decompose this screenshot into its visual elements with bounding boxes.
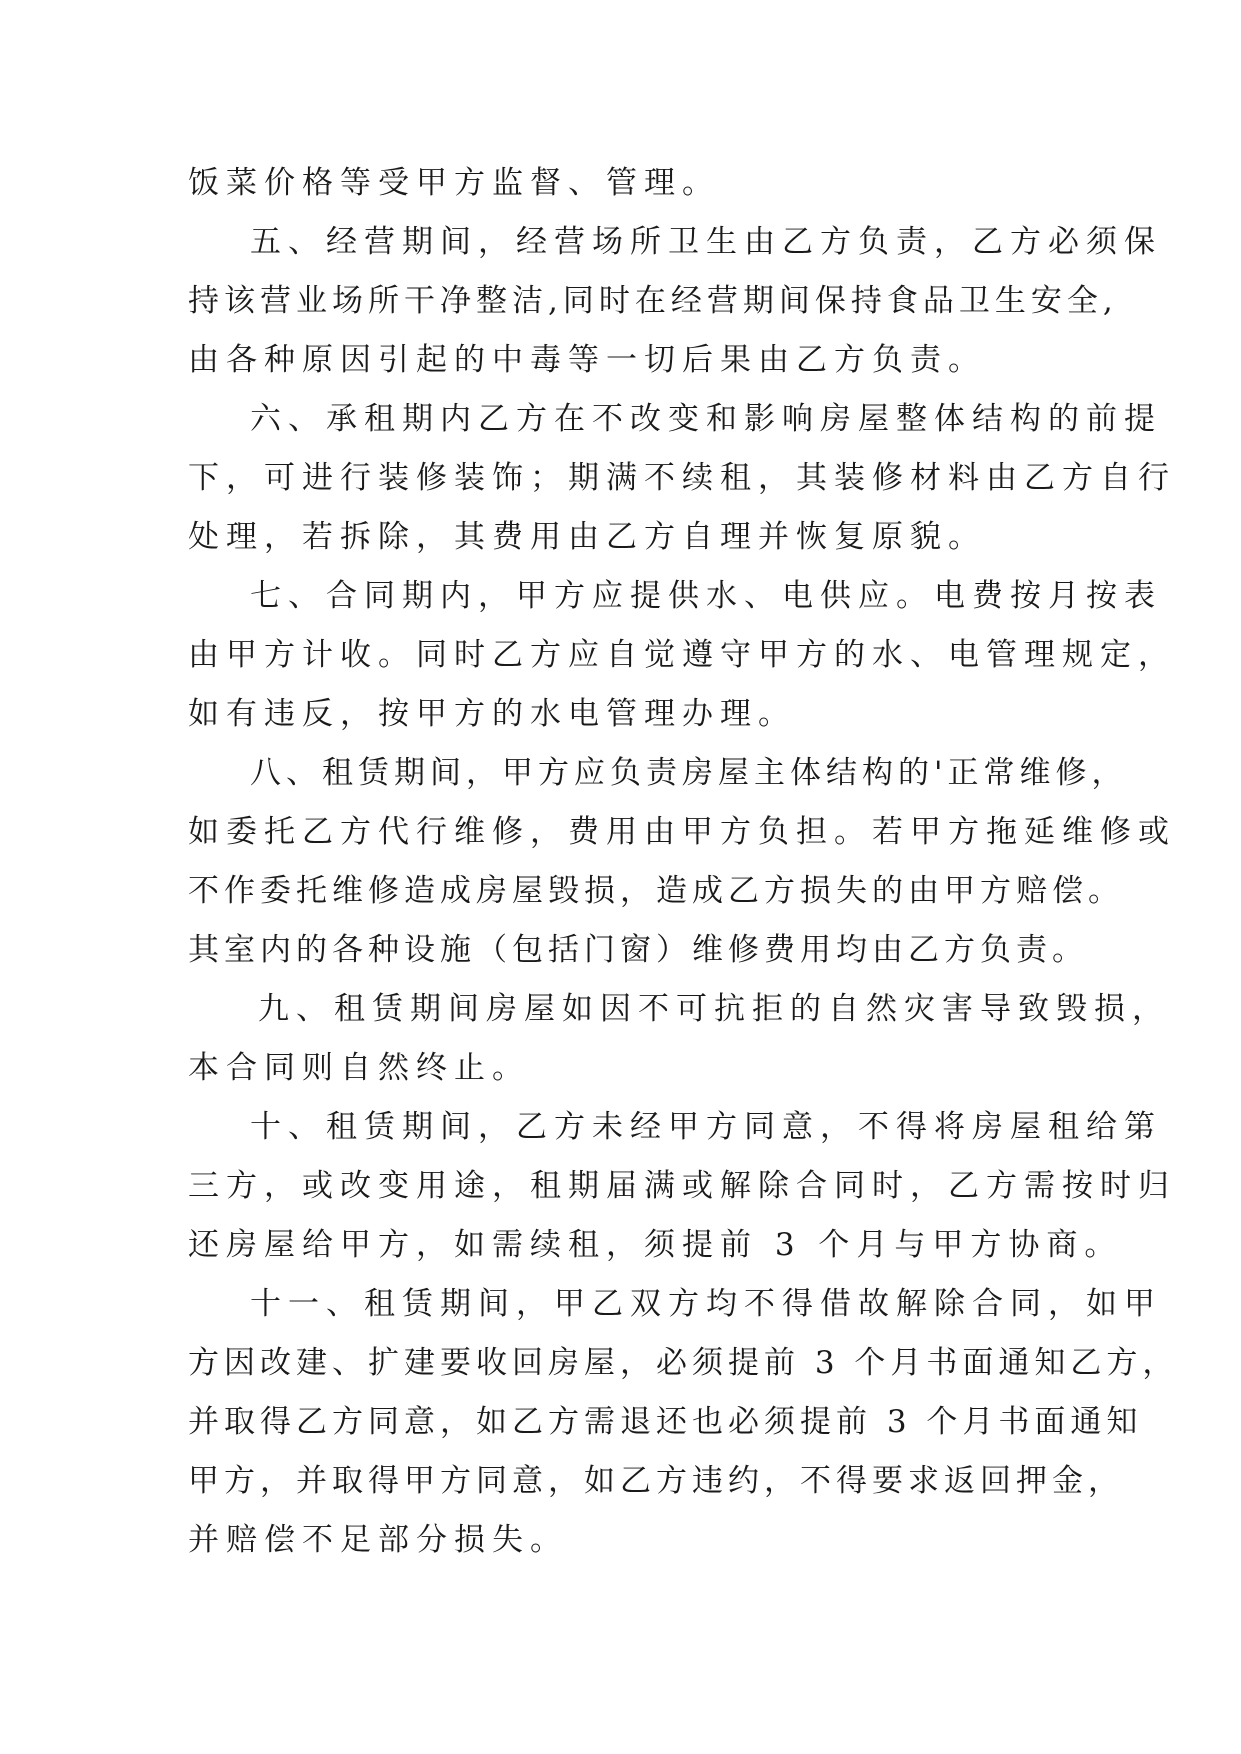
paragraph-7-start: 七、合同期内，甲方应提供水、电供应。电费按月按表 xyxy=(250,578,1162,614)
text-line: 甲方，并取得甲方同意，如乙方违约，不得要求返回押金， xyxy=(188,1463,1124,1499)
text-line: 方因改建、扩建要收回房屋，必须提前 3 个月书面通知乙方， xyxy=(188,1345,1179,1381)
paragraph-6-start: 六、承租期内乙方在不改变和影响房屋整体结构的前提 xyxy=(250,401,1162,437)
paragraph-9-start: 九、租赁期间房屋如因不可抗拒的自然灾害导致毁损， xyxy=(258,991,1170,1027)
text-line: 由各种原因引起的中毒等一切后果由乙方负责。 xyxy=(188,342,986,378)
text-line: 还房屋给甲方，如需续租，须提前 3 个月与甲方协商。 xyxy=(188,1227,1123,1263)
paragraph-11-start: 十一、租赁期间，甲乙双方均不得借故解除合同，如甲 xyxy=(250,1286,1162,1322)
text-line: 下，可进行装修装饰；期满不续租，其装修材料由乙方自行 xyxy=(188,460,1176,496)
text-line: 由甲方计收。同时乙方应自觉遵守甲方的水、电管理规定， xyxy=(188,637,1176,673)
paragraph-5-start: 五、经营期间，经营场所卫生由乙方负责，乙方必须保 xyxy=(250,224,1162,260)
paragraph-8-start: 八、租赁期间，甲方应负责房屋主体结构的'正常维修， xyxy=(250,755,1128,791)
text-line: 饭菜价格等受甲方监督、管理。 xyxy=(188,165,720,201)
text-line: 其室内的各种设施（包括门窗）维修费用均由乙方负责。 xyxy=(188,932,1088,968)
text-line: 并赔偿不足部分损失。 xyxy=(188,1522,568,1558)
text-line: 不作委托维修造成房屋毁损，造成乙方损失的由甲方赔偿。 xyxy=(188,873,1124,909)
text-line: 处理，若拆除，其费用由乙方自理并恢复原貌。 xyxy=(188,519,986,555)
text-line: 如有违反，按甲方的水电管理办理。 xyxy=(188,696,796,732)
text-line: 本合同则自然终止。 xyxy=(188,1050,530,1086)
text-line: 三方，或改变用途，租期届满或解除合同时，乙方需按时归 xyxy=(188,1168,1176,1204)
text-line: 持该营业场所干净整洁,同时在经营期间保持食品卫生安全, xyxy=(188,283,1118,319)
text-line: 如委托乙方代行维修，费用由甲方负担。若甲方拖延维修或 xyxy=(188,814,1176,850)
text-line: 并取得乙方同意，如乙方需退还也必须提前 3 个月书面通知 xyxy=(188,1404,1143,1440)
paragraph-10-start: 十、租赁期间，乙方未经甲方同意，不得将房屋租给第 xyxy=(250,1109,1162,1145)
